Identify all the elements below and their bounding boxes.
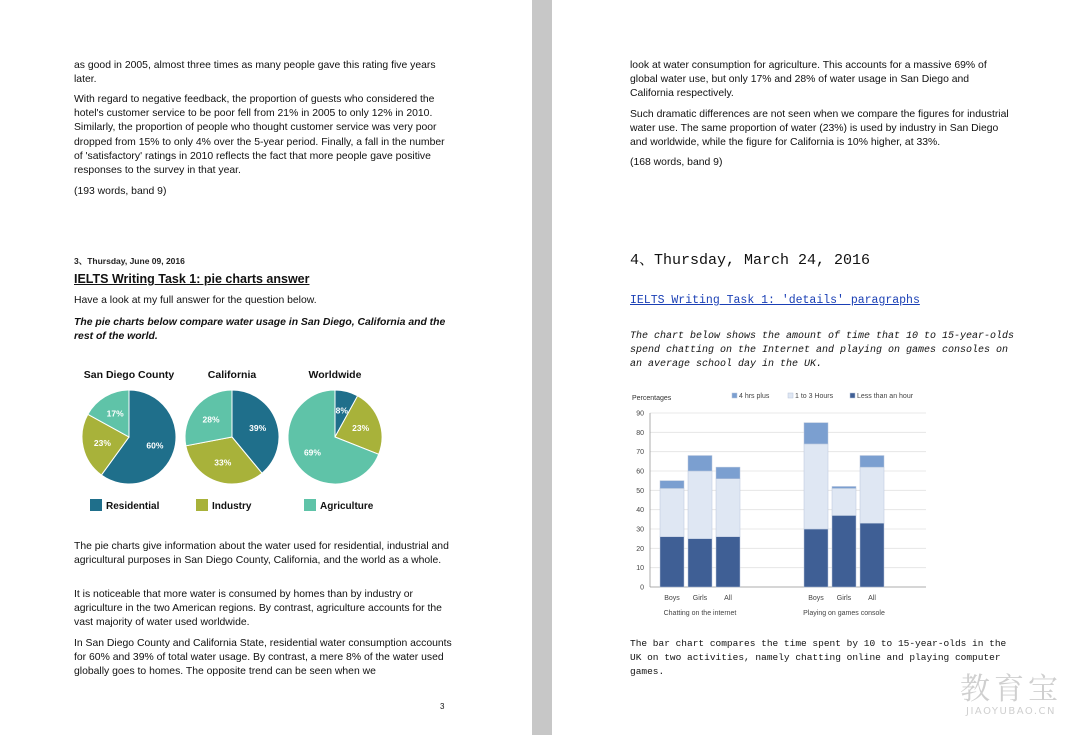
pie-slice-label: 33%: [214, 457, 232, 468]
paragraph-right-2: Such dramatic differences are not seen when we compare the figures for industrial water use. The same proportion of water (23%) is used by industry in San Diego and worldwide, while the figure for California is 10% higher, at 33%.: [630, 109, 1009, 149]
paragraph-right-1: look at water consumption for agriculture. This accounts for a massive 69% of global water use, but only 17% and 28% of water usage in San Diego and California respectively.: [630, 60, 987, 100]
pie-slice-label: 8%: [335, 405, 348, 416]
page-gutter: [532, 0, 552, 735]
bar-legend-swatch: [788, 393, 793, 398]
bar-segment: [804, 529, 828, 587]
bar-legend-label: Less than an hour: [857, 393, 914, 400]
pie-charts: [70, 360, 400, 525]
y-tick-label: 10: [636, 565, 644, 573]
bar-segment: [860, 467, 884, 523]
paragraph-top-2: With regard to negative feedback, the proportion of guests who considered the hotel's customer service to be poor fell from 21% in 2005 to only 12% in 2010. Similarly, the proportion of people who thought customer service was very poor dropped from 15% to only 4% over the 5-year period. Finally, a fall in the number of 'satisfactory' ratings in 2010 reflects the fact that more people gave positive responses to the survey in that year.: [74, 94, 445, 177]
paragraph-3: In San Diego County and California State, residential water consumption accounts for 60% and 39% of total water usage. By contrast, a mere 8% of the water used globally goes to homes. The opposite trend can be seen when we: [74, 638, 452, 678]
bar-segment: [688, 539, 712, 587]
y-tick-label: 30: [636, 526, 644, 534]
y-tick-label: 20: [636, 545, 644, 553]
bar-segment: [832, 515, 856, 587]
bar-segment: [804, 423, 828, 444]
pie-slice-label: 23%: [352, 422, 370, 433]
bar-segment: [716, 479, 740, 537]
pie-slice-label: 39%: [249, 422, 267, 433]
bar-legend-swatch: [850, 393, 855, 398]
bar-legend-label: 4 hrs plus: [739, 393, 770, 400]
y-axis-label: Percentages: [632, 395, 672, 402]
bar-segment: [716, 467, 740, 479]
bar-segment: [688, 471, 712, 539]
y-tick-label: 80: [636, 429, 644, 437]
closing-paragraph: The bar chart compares the time spent by 10 to 15-year-olds in the UK on two activities, namely chatting online and playing computer games.: [630, 638, 1007, 678]
watermark-url: JIAOYUBAO.CN: [966, 706, 1056, 717]
bar-legend-swatch: [732, 393, 737, 398]
pie-title: Worldwide: [308, 369, 362, 381]
watermark: [960, 674, 1062, 717]
watermark-logo: 教育宝: [960, 672, 1062, 707]
bar-segment: [832, 486, 856, 488]
bar-segment: [688, 456, 712, 471]
x-tick-label: Boys: [664, 595, 680, 602]
y-tick-label: 40: [636, 507, 644, 515]
bar-segment: [860, 456, 884, 468]
question-text: The pie charts below compare water usage in San Diego, California and the rest of the world.: [74, 317, 446, 343]
x-tick-label: Girls: [692, 595, 708, 602]
bar-segment: [660, 488, 684, 536]
bar-segment: [660, 481, 684, 489]
pie-slice-label: 28%: [202, 414, 220, 425]
bar-segment: [804, 444, 828, 529]
pie-slice-label: 23%: [93, 437, 111, 448]
word-count-2: (168 words, band 9): [630, 157, 723, 168]
bar-segment: [832, 488, 856, 515]
pie-slice-label: 17%: [106, 408, 124, 419]
pie-title: San Diego County: [83, 369, 175, 381]
bar-segment: [860, 523, 884, 587]
page-number: 3: [440, 702, 445, 711]
pie-legend-swatch: [90, 499, 102, 511]
intro-text: Have a look at my full answer for the question below.: [74, 295, 317, 306]
bar-segment: [660, 537, 684, 587]
pie-legend-swatch: [196, 499, 208, 511]
word-count-1: (193 words, band 9): [74, 186, 167, 197]
document-page-left: [0, 0, 532, 735]
pie-legend-swatch: [304, 499, 316, 511]
pie-legend-label: Agriculture: [320, 501, 374, 512]
bar-segment: [716, 537, 740, 587]
pie-slice-label: 60%: [146, 440, 164, 451]
pie-legend-label: Industry: [212, 501, 252, 512]
x-tick-label: Boys: [808, 595, 824, 602]
y-tick-label: 50: [636, 487, 644, 495]
y-tick-label: 60: [636, 468, 644, 476]
x-tick-label: All: [868, 595, 876, 602]
bar-legend-label: 1 to 3 Hours: [795, 393, 834, 400]
paragraph-top-1: as good in 2005, almost three times as many people gave this rating five years later.: [74, 60, 436, 86]
x-tick-label: Girls: [836, 595, 852, 602]
pie-title: California: [207, 369, 257, 381]
section-date: 3、Thursday, June 09, 2016: [74, 256, 185, 266]
paragraph-1: The pie charts give information about the water used for residential, industrial and agricultural purposes in San Diego County, California, and the world as a whole.: [74, 541, 449, 567]
pie-legend-label: Residential: [106, 501, 160, 512]
pie-slice-label: 69%: [303, 447, 321, 458]
group-label: Playing on games console: [803, 610, 885, 617]
x-tick-label: All: [724, 595, 732, 602]
y-tick-label: 70: [636, 449, 644, 457]
document-page-right: [552, 0, 1080, 735]
section-date-2: 4、Thursday, March 24, 2016: [630, 252, 871, 269]
task-link[interactable]: IELTS Writing Task 1: 'details' paragraphs: [630, 294, 920, 307]
y-tick-label: 0: [640, 584, 644, 592]
task-title: IELTS Writing Task 1: pie charts answer: [74, 272, 310, 286]
group-label: Chatting on the internet: [663, 610, 737, 617]
bar-chart: [630, 384, 936, 624]
y-tick-label: 90: [636, 410, 644, 418]
paragraph-2: It is noticeable that more water is consumed by homes than by industry or agriculture in the two American regions. By contrast, agriculture accounts for the vast majority of water used worldwide.: [74, 589, 442, 629]
question-text-2: The chart below shows the amount of time that 10 to 15-year-olds spend chatting on the Internet and playing on games consoles on an average school day in the UK.: [630, 331, 1015, 371]
